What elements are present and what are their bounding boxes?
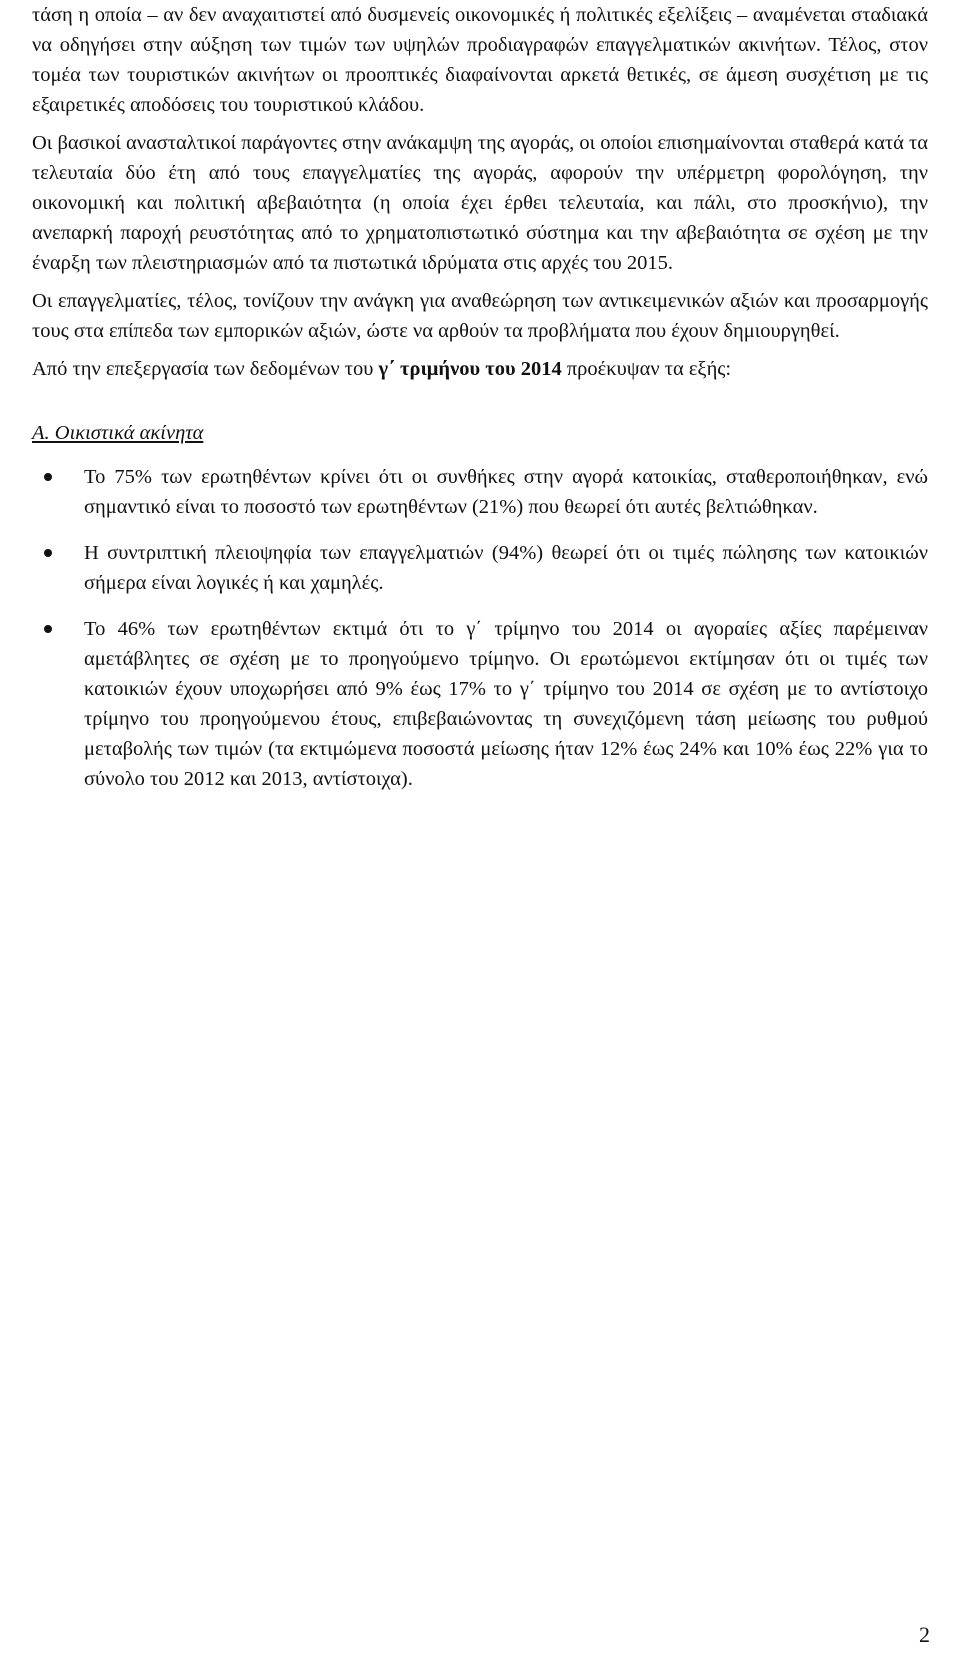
bullet-dot-icon — [44, 549, 52, 557]
list-item — [32, 538, 928, 598]
processing-prefix: Από την επεξεργασία των δεδομένων του — [32, 358, 379, 380]
list-item-text: Το 46% των ερωτηθέντων εκτιμά ότι το γ΄ τρίμηνο του 2014 οι αγοραίες αξίες παρέμειναν αμετάβλητες σε σχέση με το προηγούμενο τρίμηνο. Οι ερωτώμενοι εκτίμησαν ότι οι τιμές των κατοικιών έχουν υποχωρήσει από 9% έως 17% το γ΄ τρίμηνο του 2014 σε σχέση με το αντίστοιχο τρίμηνο του προηγούμενου έτους, επιβεβαιώνοντας τη συνεχιζόμενη τάση μείωσης του ρυθμού μεταβολής των τιμών (τα εκτιμώμενα ποσοστά μείωσης ήταν 12% έως 24% και 10% έως 22% για το σύνολο του 2012 και 2013, αντίστοιχα). — [84, 618, 928, 790]
page-number: 2 — [919, 1622, 930, 1647]
processing-results-line — [32, 354, 928, 384]
bullet-dot-icon — [44, 625, 52, 633]
bullet-dot-icon — [44, 473, 52, 481]
paragraph-deterrent-factors: Οι βασικοί ανασταλτικοί παράγοντες στην ανάκαμψη της αγοράς, οι οποίοι επισημαίνονται σταθερά κατά τα τελευταία δύο έτη από τους επαγγελματίες της αγοράς, αφορούν την υπέρμετρη φορολόγηση, την οικονομική και πολιτική αβεβαιότητα (η οποία έχει έρθει τελευταία, και πάλι, στο προσκήνιο), την ανεπαρκή παροχή ρευστότητας από το χρηματοπιστωτικό σύστημα και την αβεβαιότητα σε σχέση με την έναρξη των πλειστηριασμών από τα πιστωτικά ιδρύματα στις αρχές του 2015. — [32, 132, 928, 274]
section-title-residential: Α. Οικιστικά ακίνητα — [32, 422, 204, 444]
list-item — [32, 614, 928, 794]
paragraph-professionals-values: Οι επαγγελματίες, τέλος, τονίζουν την ανάγκη για αναθεώρηση των αντικειμενικών αξιών και προσαρμογής τους στα επίπεδα των εμπορικών αξιών, ώστε να αρθούν τα προβλήματα που έχουν δημιουργηθεί. — [32, 290, 928, 342]
findings-list — [32, 462, 928, 794]
list-item-text: Η συντριπτική πλειοψηφία των επαγγελματιών (94%) θεωρεί ότι οι τιμές πώλησης των κατοικιών σήμερα είναι λογικές ή και χαμηλές. — [84, 542, 928, 594]
paragraph-market-trends: τάση η οποία – αν δεν αναχαιτιστεί από δυσμενείς οικονομικές ή πολιτικές εξελίξεις – αναμένεται σταδιακά να οδηγήσει στην αύξηση των τιμών των υψηλών προδιαγραφών επαγγελματικών ακινήτων. Τέλος, στον τομέα των τουριστικών ακινήτων οι προοπτικές διαφαίνονται αρκετά θετικές, σε άμεση συσχέτιση με τις εξαιρετικές αποδόσεις του τουριστικού κλάδου. — [32, 4, 928, 116]
list-item — [32, 462, 928, 522]
document-page — [32, 0, 928, 810]
processing-suffix: προέκυψαν τα εξής: — [561, 358, 732, 380]
list-item-text: Το 75% των ερωτηθέντων κρίνει ότι οι συνθήκες στην αγορά κατοικίας, σταθεροποιήθηκαν, ενώ σημαντικό είναι το ποσοστό των ερωτηθέντων (21%) που θεωρεί ότι αυτές βελτιώθηκαν. — [84, 466, 928, 518]
processing-period-bold: γ΄ τριμήνου του 2014 — [378, 358, 562, 380]
